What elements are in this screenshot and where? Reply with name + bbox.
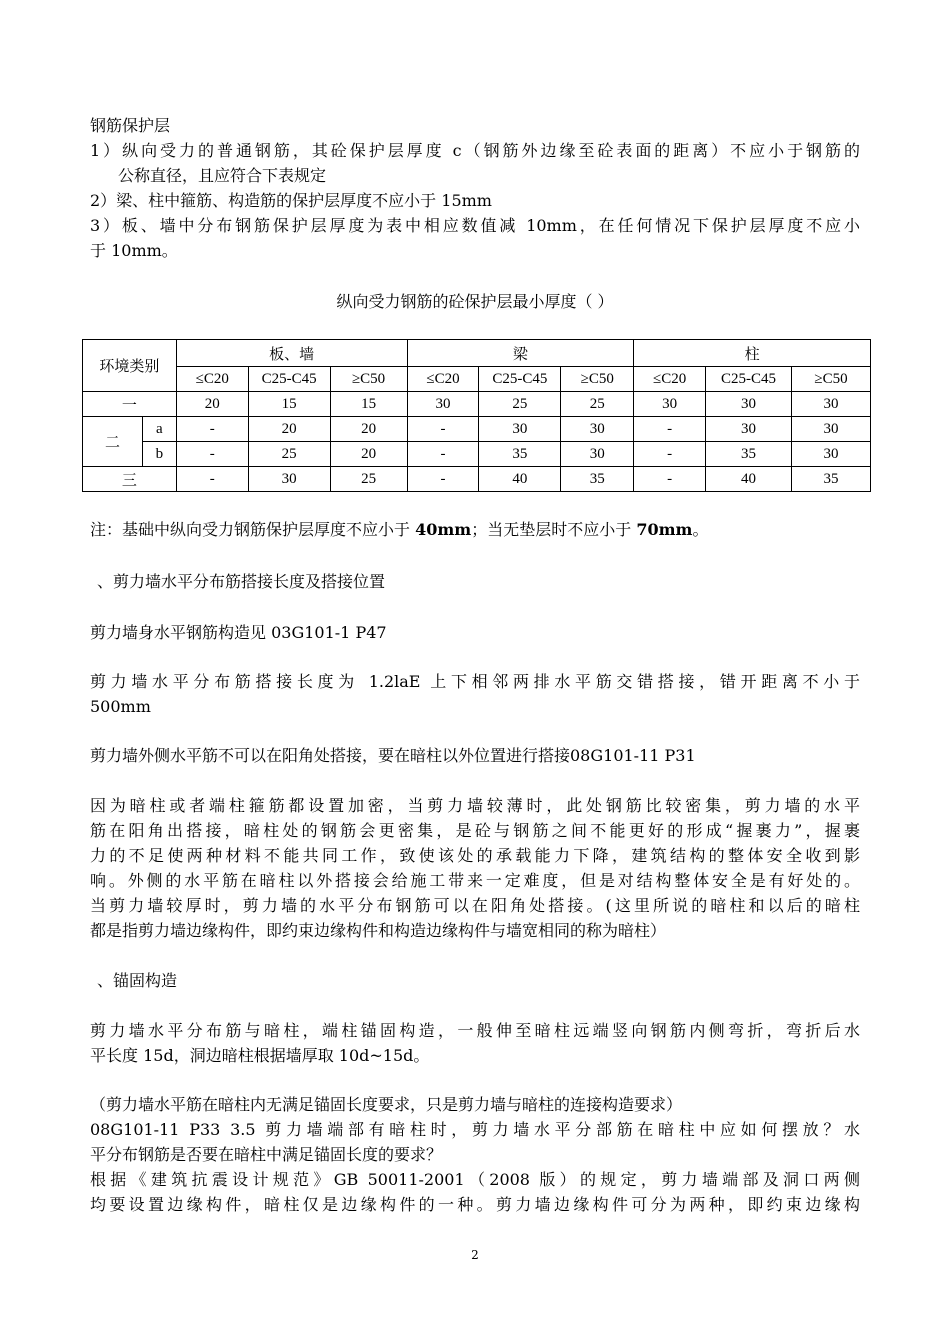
explanation-line: 响。外侧的水平筋在暗柱以外搭接会给施工带来一定难度，但是对结构整体安全是有好处的。 <box>90 871 860 890</box>
anchorage-p3-line1: 08G101-11 P33 3.5 剪力墙端部有暗柱时，剪力墙水平分部筋在暗柱中应如何摆放？水 <box>90 1120 860 1139</box>
value-cell: 30 <box>791 417 870 442</box>
grade-header: ≤C20 <box>634 367 706 392</box>
anchorage-p1-line1: 剪力墙水平分布筋与暗柱，端柱锚固构造，一般伸至暗柱远端竖向钢筋内侧弯折，弯折后水 <box>90 1021 860 1040</box>
heading-anchorage: 、锚固构造 <box>97 971 178 990</box>
explanation-line: 筋在阳角出搭接，暗柱处的钢筋会更密集，是砼与钢筋之间不能更好的形成“握裹力”，握裹 <box>90 821 860 840</box>
value-cell: 35 <box>791 467 870 492</box>
anchorage-p2: （剪力墙水平筋在暗柱内无满足锚固长度要求，只是剪力墙与暗柱的连接构造要求） <box>90 1095 683 1114</box>
anchorage-p1-line2: 平长度 15d，洞边暗柱根据墙厚取 10d~15d。 <box>90 1046 430 1065</box>
value-cell: - <box>176 442 248 467</box>
value-cell: 40 <box>706 467 792 492</box>
value-cell: 30 <box>479 417 561 442</box>
lap-splice-p2-line2: 500mm <box>90 697 151 716</box>
value-cell: 25 <box>479 392 561 417</box>
anchorage-p4-line1: 根据《建筑抗震设计规范》GB 50011-2001（2008 版）的规定，剪力墙端部及洞口两侧 <box>90 1170 860 1189</box>
value-cell: 30 <box>706 417 792 442</box>
lap-splice-p3: 剪力墙外侧水平筋不可以在阳角处搭接，要在暗柱以外位置进行搭接08G101-11 P31 <box>90 746 696 765</box>
value-cell: 35 <box>706 442 792 467</box>
page-number: 2 <box>471 1248 479 1262</box>
value-cell: - <box>634 417 706 442</box>
note-text: 。 <box>692 520 709 539</box>
table-row <box>83 417 871 442</box>
value-cell: 20 <box>330 417 407 442</box>
note-value-40mm: 40mm <box>415 520 472 539</box>
explanation-line: 当剪力墙较厚时，剪力墙的水平分布钢筋可以在阳角处搭接。(这里所说的暗柱和以后的暗柱 <box>90 896 860 915</box>
item1-line2: 公称直径，且应符合下表规定 <box>118 166 327 185</box>
sub-env-cell: b <box>142 442 176 467</box>
env-header: 环境类别 <box>83 340 177 392</box>
value-cell: - <box>634 442 706 467</box>
foundation-note <box>90 518 708 542</box>
item3-line1: 3）板、墙中分布钢筋保护层厚度为表中相应数值减 10mm，在任何情况下保护层厚度不应小 <box>90 216 860 235</box>
sub-env-cell: a <box>142 417 176 442</box>
value-cell: 30 <box>791 442 870 467</box>
explanation-line: 因为暗柱或者端柱箍筋都设置加密，当剪力墙较薄时，此处钢筋比较密集，剪力墙的水平 <box>90 796 860 815</box>
item1-line1: 1）纵向受力的普通钢筋，其砼保护层厚度 c（钢筋外边缘至砼表面的距离）不应小于钢筋的 <box>90 141 860 160</box>
value-cell: - <box>176 417 248 442</box>
grade-header: ≤C20 <box>407 367 479 392</box>
value-cell: 25 <box>330 467 407 492</box>
value-cell: 25 <box>248 442 330 467</box>
grade-header: ≥C50 <box>561 367 634 392</box>
value-cell: - <box>634 467 706 492</box>
heading-lap-splice: 、剪力墙水平分布筋搭接长度及搭接位置 <box>97 572 386 591</box>
env-cell: 二 <box>83 417 143 467</box>
value-cell: - <box>407 442 479 467</box>
note-text: ；当无垫层时不应小于 <box>471 520 637 539</box>
anchorage-p3-line2: 平分布钢筋是否要在暗柱中满足锚固长度的要求？ <box>90 1145 443 1164</box>
table-caption: 纵向受力钢筋的砼保护层最小厚度（ ） <box>336 292 614 311</box>
group-header: 柱 <box>634 340 871 367</box>
value-cell: 20 <box>176 392 248 417</box>
value-cell: 30 <box>561 417 634 442</box>
value-cell: 15 <box>248 392 330 417</box>
explanation-line: 力的不足使两种材料不能共同工作，致使该处的承载能力下降，建筑结构的整体安全收到影 <box>90 846 860 865</box>
explanation-line: 都是指剪力墙边缘构件，即约束边缘构件和构造边缘构件与墙宽相同的称为暗柱） <box>90 921 667 940</box>
value-cell: - <box>407 417 479 442</box>
value-cell: 40 <box>479 467 561 492</box>
anchorage-p4-line2: 均要设置边缘构件，暗柱仅是边缘构件的一种。剪力墙边缘构件可分为两种，即约束边缘构 <box>90 1195 860 1214</box>
value-cell: - <box>407 467 479 492</box>
table-row <box>83 442 871 467</box>
value-cell: 30 <box>561 442 634 467</box>
group-header: 板、墙 <box>176 340 407 367</box>
value-cell: 30 <box>248 467 330 492</box>
table-row <box>83 392 871 417</box>
grade-header: C25-C45 <box>706 367 792 392</box>
grade-header: ≤C20 <box>176 367 248 392</box>
value-cell: 30 <box>634 392 706 417</box>
grade-header: C25-C45 <box>479 367 561 392</box>
note-value-70mm: 70mm <box>636 520 693 539</box>
value-cell: 35 <box>561 467 634 492</box>
group-header: 梁 <box>407 340 634 367</box>
env-cell: 三 <box>83 467 177 492</box>
value-cell: 30 <box>791 392 870 417</box>
value-cell: 15 <box>330 392 407 417</box>
note-text: 注：基础中纵向受力钢筋保护层厚度不应小于 <box>90 520 416 539</box>
table-row <box>83 467 871 492</box>
value-cell: 35 <box>479 442 561 467</box>
env-cell: 一 <box>83 392 177 417</box>
cover-thickness-table <box>82 339 871 492</box>
item2: 2）梁、柱中箍筋、构造筋的保护层厚度不应小于 15mm <box>90 191 492 210</box>
grade-header: ≥C50 <box>791 367 870 392</box>
value-cell: 30 <box>407 392 479 417</box>
value-cell: 20 <box>248 417 330 442</box>
section-title: 钢筋保护层 <box>90 116 171 135</box>
value-cell: 25 <box>561 392 634 417</box>
value-cell: 30 <box>706 392 792 417</box>
grade-header: C25-C45 <box>248 367 330 392</box>
value-cell: - <box>176 467 248 492</box>
grade-header: ≥C50 <box>330 367 407 392</box>
item3-line2: 于 10mm。 <box>90 241 178 260</box>
lap-splice-p1: 剪力墙身水平钢筋构造见 03G101-1 P47 <box>90 623 387 642</box>
value-cell: 20 <box>330 442 407 467</box>
lap-splice-p2-line1: 剪力墙水平分布筋搭接长度为 1.2laE 上下相邻两排水平筋交错搭接，错开距离不小于 <box>90 672 860 691</box>
